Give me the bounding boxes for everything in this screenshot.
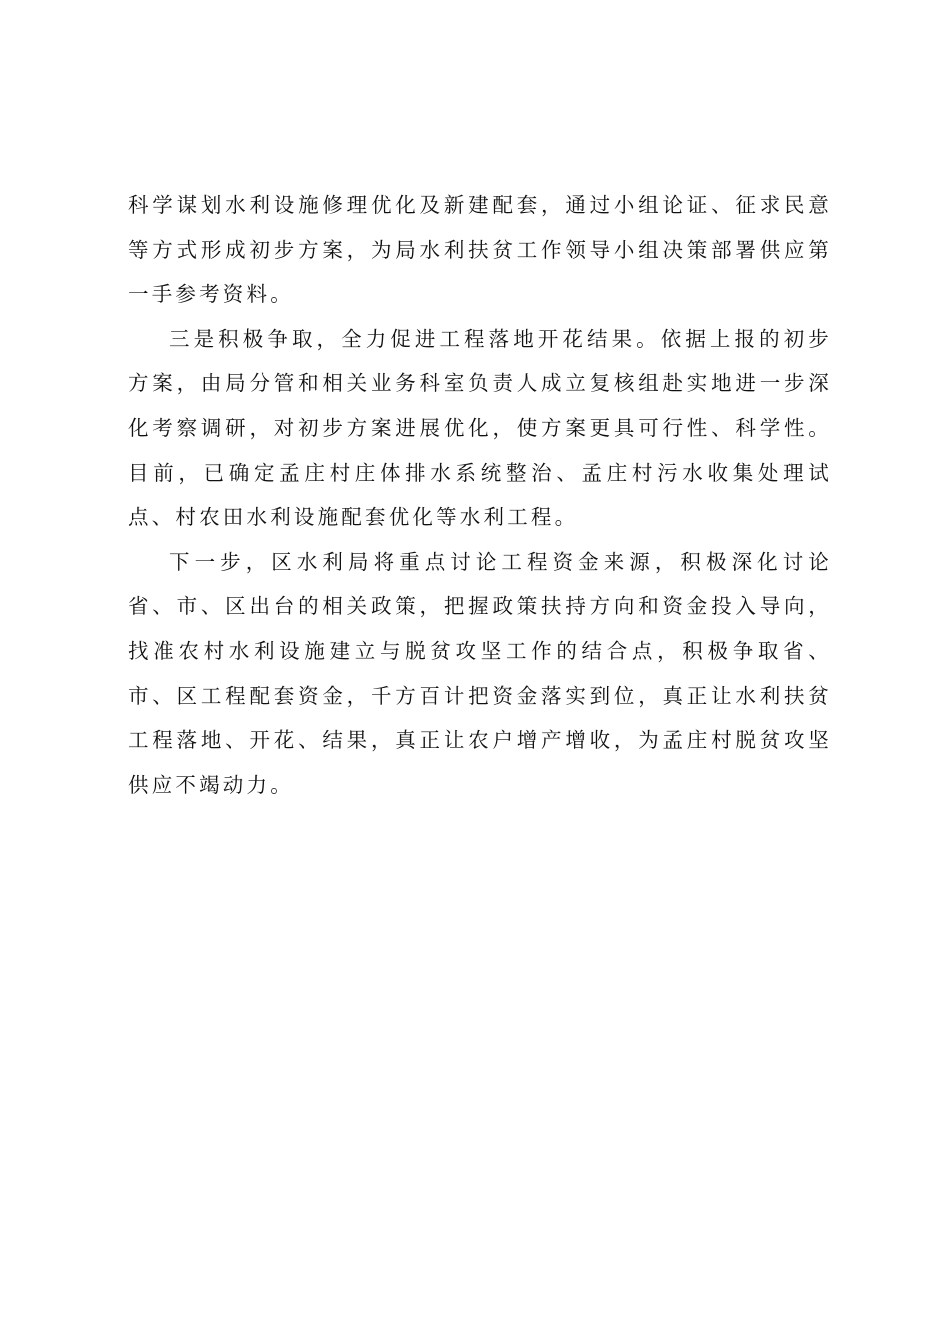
- document-body: [128, 183, 832, 807]
- paragraph-continuation: 科学谋划水利设施修理优化及新建配套，通过小组论证、征求民意等方式形成初步方案，为局水利扶贫工作领导小组决策部署供应第一手参考资料。: [128, 193, 832, 307]
- paragraph-active-pursuit: 三是积极争取，全力促进工程落地开花结果。依据上报的初步方案，由局分管和相关业务科室负责人成立复核组赴实地进一步深化考察调研，对初步方案进展优化，使方案更具可行性、科学性。目前，已确定孟庄村庄体排水系统整治、孟庄村污水收集处理试点、村农田水利设施配套优化等水利工程。: [128, 326, 832, 530]
- paragraph-next-steps: 下一步，区水利局将重点讨论工程资金来源，积极深化讨论省、市、区出台的相关政策，把握政策扶持方向和资金投入导向，找准农村水利设施建立与脱贫攻坚工作的结合点，积极争取省、市、区工程配套资金，千方百计把资金落实到位，真正让水利扶贫工程落地、开花、结果，真正让农户增产增收，为孟庄村脱贫攻坚供应不竭动力。: [128, 549, 832, 797]
